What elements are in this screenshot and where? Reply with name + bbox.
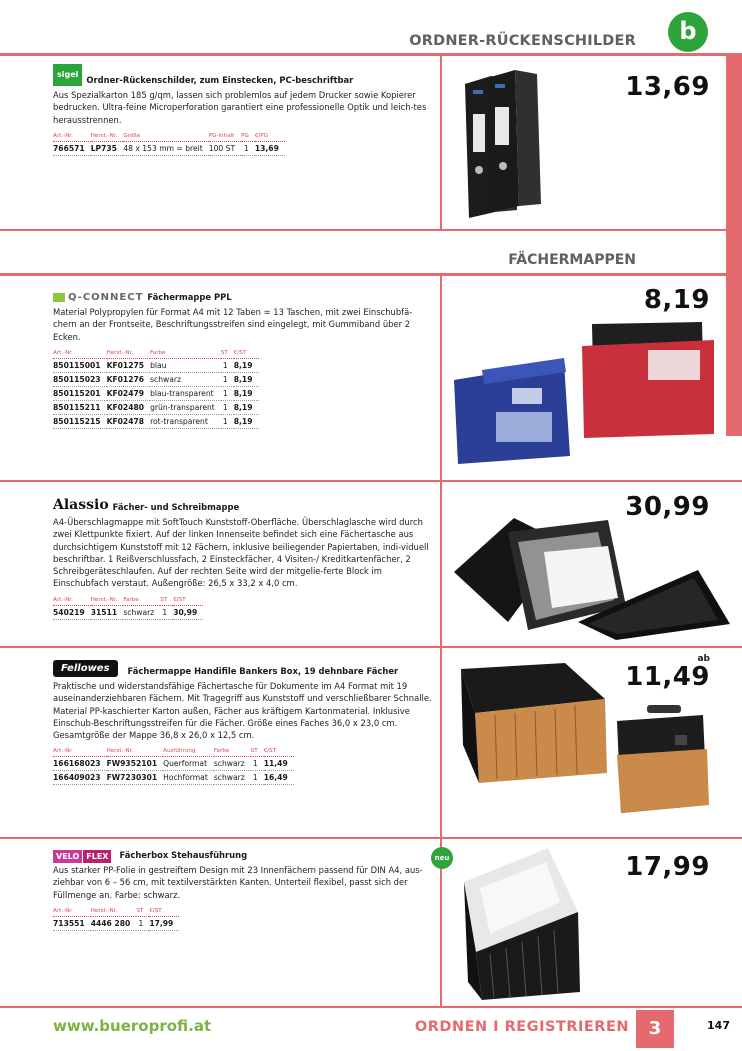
col-header: Herst.-Nr. <box>91 907 137 917</box>
page-number: 147 <box>707 1019 730 1032</box>
manufacturer-number: LP735 <box>91 141 124 155</box>
price-cell: 11,49 <box>264 757 294 771</box>
footer-divider <box>0 1006 742 1008</box>
product-divider <box>0 480 742 482</box>
price-tag: 30,99 <box>625 492 710 522</box>
col-header: Herst.-Nr. <box>107 349 151 359</box>
col-header: Herst.-Nr. <box>91 596 124 606</box>
footer-url: www.bueroprofi.at <box>53 1017 212 1035</box>
product-title: Fächer- und Schreibmappe <box>112 502 240 512</box>
col-header: ST <box>251 747 264 757</box>
table-row <box>53 757 294 771</box>
table-row <box>53 141 285 155</box>
price-cell: 30,99 <box>173 605 203 619</box>
product-divider <box>0 837 742 839</box>
product-description: Praktische und widerstandsfähige Fächertasche für Dokumente im A4 Format mit 19 auseinanderziehbaren Fächern. Mit Tragegriff aus Kunststoff und verschließbarer Schnalle. Material PP-kaschierter Karton außen, Fächer aus kräftigem Kartonmaterial. Inklusive Einschub-Beschriftungsstreifen für die Fächer. Größe eines Faches 36,0 x 23,0 cm. Gesamtgröße der Mappe 36,8 x 26,0 x 12,5 cm. <box>53 681 432 741</box>
col-header: Art.-Nr. <box>53 132 91 142</box>
footer-chapter-number: 3 <box>636 1010 674 1048</box>
color-cell: rot-transparent <box>150 414 221 428</box>
article-number: 166409023 <box>53 771 107 785</box>
col-header: Art.-Nr. <box>53 349 107 359</box>
qconnect-mark-icon <box>53 293 65 302</box>
color-cell: schwarz <box>150 372 221 386</box>
price-tag: 8,19 <box>643 285 710 315</box>
chapter-side-bar <box>726 56 742 436</box>
color-cell: schwarz <box>214 757 251 771</box>
product-title: Fächermappe Handifile Bankers Box, 19 dehnbare Fächer <box>127 666 399 676</box>
qty-cell: 1 <box>251 757 264 771</box>
qty-cell: 1 <box>221 386 234 400</box>
format-cell: Hochformat <box>163 771 214 785</box>
col-header: €/PG <box>255 132 285 142</box>
product-fellowes-handifile <box>53 660 435 785</box>
article-table <box>53 747 294 785</box>
section-divider <box>0 273 742 276</box>
product-faechermappe-ppl <box>53 292 435 429</box>
product-title: Fächermappe PPL <box>147 292 232 302</box>
manufacturer-number: FW7230301 <box>107 771 164 785</box>
price-cell: 17,99 <box>149 916 179 930</box>
product-description: Aus Spezialkarton 185 g/qm, lassen sich problemlos auf jedem Drucker sowie Kopierer bedrucken. Ultra-feine Microperforation garantiert eine professionelle Optik und leich-tes herausstrennen. <box>53 90 427 125</box>
col-header: €/ST <box>234 349 259 359</box>
brand-part: FLEX <box>83 850 111 863</box>
product-title: Ordner-Rückenschilder, zum Einstecken, PC-beschriftbar <box>86 75 354 85</box>
col-header: Farbe <box>150 349 221 359</box>
product-description: Material Polypropylen für Format A4 mit 12 Taben = 13 Taschen, mit zwei Einschubfä-chern an der Frontseite, Beschriftungsstreifen sind eingelegt, mit Gummiband über 2 Ecken. <box>53 307 413 342</box>
col-header: €/ST <box>173 596 203 606</box>
pack-content-cell: 100 ST <box>209 141 241 155</box>
col-header: ST <box>221 349 234 359</box>
price-tag: 17,99 <box>625 852 710 882</box>
header-divider <box>0 53 742 56</box>
col-header: Art.-Nr. <box>53 596 91 606</box>
color-cell: schwarz <box>123 605 160 619</box>
col-header: Herst.-Nr. <box>107 747 164 757</box>
product-description: Aus starker PP-Folie in gestreiftem Design mit 23 Innenfächern passend für DIN A4, aus-ziehbar von 6 – 56 cm, mit textilverstärkten Kanten. Unterteil flexibel, passt sich der Füllmenge an. Farbe: schwarz. <box>53 865 423 900</box>
category-badge: b <box>668 12 708 52</box>
col-header: ST <box>160 596 173 606</box>
col-header: €/ST <box>149 907 179 917</box>
table-row <box>53 916 179 930</box>
table-row <box>53 400 259 414</box>
format-cell: Querformat <box>163 757 214 771</box>
col-header: Ausführung <box>163 747 214 757</box>
product-ruckenschilder <box>53 64 435 156</box>
color-cell: blau <box>150 358 221 372</box>
product-title: Fächerbox Stehausführung <box>119 850 248 860</box>
table-row <box>53 386 259 400</box>
col-header: PG <box>241 132 255 142</box>
pack-cell: 1 <box>241 141 255 155</box>
brand-logo-qconnect <box>53 292 143 303</box>
price-tag: 11,49 <box>625 662 710 692</box>
table-row <box>53 372 259 386</box>
product-description: A4-Überschlagmappe mit SoftTouch Kunststoff-Oberfläche. Überschlaglasche wird durch zwei Klettpunkte fixiert. Auf der linken Innenseite befindet sich eine Fächertasche aus durchsichtigem Kunststoff mit 12 Fächern, inklusive beiliegender Papiertaben, indi-viduell beschriftbar. 1 Reißverschlussfach, 2 Einsteckfächer, 4 Visiten-/ Kreditkartenfächer, 2 Schreibgeräteschlaufen. Auf der rechten Seite wird der mitgelie-ferte Block im Einschubfach verstaut. Außengröße: 26,5 x 33,2 x 4,0 cm. <box>53 517 429 589</box>
table-row <box>53 771 294 785</box>
column-divider <box>440 648 442 838</box>
product-image-faecherbox <box>460 842 600 1002</box>
new-badge: neu <box>431 847 453 869</box>
article-number: 713551 <box>53 916 91 930</box>
brand-logo-sigel: sigel <box>53 64 82 86</box>
article-number: 540219 <box>53 605 91 619</box>
article-number: 850115201 <box>53 386 107 400</box>
col-header: €/ST <box>264 747 294 757</box>
product-divider <box>0 646 742 648</box>
col-header: Größe <box>123 132 208 142</box>
qty-cell: 1 <box>221 400 234 414</box>
col-header: Farbe <box>123 596 160 606</box>
column-divider <box>440 276 442 481</box>
product-alassio-mappe <box>53 497 435 620</box>
article-number: 850115001 <box>53 358 107 372</box>
qty-cell: 1 <box>160 605 173 619</box>
column-divider <box>440 56 442 230</box>
price-prefix: ab <box>697 654 710 664</box>
qty-cell: 1 <box>251 771 264 785</box>
manufacturer-number: 4446 280 <box>91 916 137 930</box>
column-divider <box>440 482 442 647</box>
footer-chapter-title: ORDNEN I REGISTRIEREN <box>414 1019 629 1035</box>
manufacturer-number: 31511 <box>91 605 124 619</box>
col-header: Art.-Nr. <box>53 747 107 757</box>
table-row <box>53 414 259 428</box>
brand-logo-fellowes: Fellowes <box>53 660 118 677</box>
article-number: 850115211 <box>53 400 107 414</box>
price-cell: 8,19 <box>234 386 259 400</box>
size-cell: 48 x 153 mm = breit <box>123 141 208 155</box>
col-header: PG-Inhalt <box>209 132 241 142</box>
manufacturer-number: KF02479 <box>107 386 151 400</box>
qty-cell: 1 <box>221 372 234 386</box>
price-tag: 13,69 <box>625 72 710 102</box>
price-cell: 13,69 <box>255 141 285 155</box>
qty-cell: 1 <box>221 358 234 372</box>
article-table <box>53 907 179 931</box>
article-table <box>53 349 259 429</box>
qty-cell: 1 <box>136 916 149 930</box>
col-header: Art.-Nr. <box>53 907 91 917</box>
article-number: 166168023 <box>53 757 107 771</box>
manufacturer-number: KF02478 <box>107 414 151 428</box>
col-header: ST <box>136 907 149 917</box>
manufacturer-number: KF01276 <box>107 372 151 386</box>
article-number: 766571 <box>53 141 91 155</box>
manufacturer-number: KF01275 <box>107 358 151 372</box>
article-table <box>53 596 203 620</box>
price-cell: 8,19 <box>234 372 259 386</box>
manufacturer-number: KF02480 <box>107 400 151 414</box>
brand-logo-alassio: Alassio <box>53 497 109 513</box>
color-cell: blau-transparent <box>150 386 221 400</box>
product-image-expanding-folders <box>452 318 722 468</box>
brand-part: VELO <box>53 850 82 863</box>
color-cell: grün-transparent <box>150 400 221 414</box>
qty-cell: 1 <box>221 414 234 428</box>
article-number: 850115023 <box>53 372 107 386</box>
manufacturer-number: FW9352101 <box>107 757 164 771</box>
article-number: 850115215 <box>53 414 107 428</box>
product-image-alassio <box>448 512 733 642</box>
table-row <box>53 605 203 619</box>
section-heading-faechermappen: FÄCHERMAPPEN <box>508 252 636 268</box>
section-divider <box>0 229 742 231</box>
product-image-bankers-box <box>455 655 735 833</box>
color-cell: schwarz <box>214 771 251 785</box>
product-image-binders <box>455 62 575 220</box>
article-table <box>53 132 285 156</box>
page-header-title: ORDNER-RÜCKENSCHILDER <box>409 33 636 49</box>
brand-name: Q-CONNECT <box>68 292 144 303</box>
table-row <box>53 358 259 372</box>
col-header: Herst.-Nr. <box>91 132 124 142</box>
price-cell: 8,19 <box>234 414 259 428</box>
price-cell: 8,19 <box>234 400 259 414</box>
brand-logo-veloflex <box>53 852 111 861</box>
price-cell: 8,19 <box>234 358 259 372</box>
col-header: Farbe <box>214 747 251 757</box>
price-cell: 16,49 <box>264 771 294 785</box>
product-veloflex-box <box>53 850 435 931</box>
